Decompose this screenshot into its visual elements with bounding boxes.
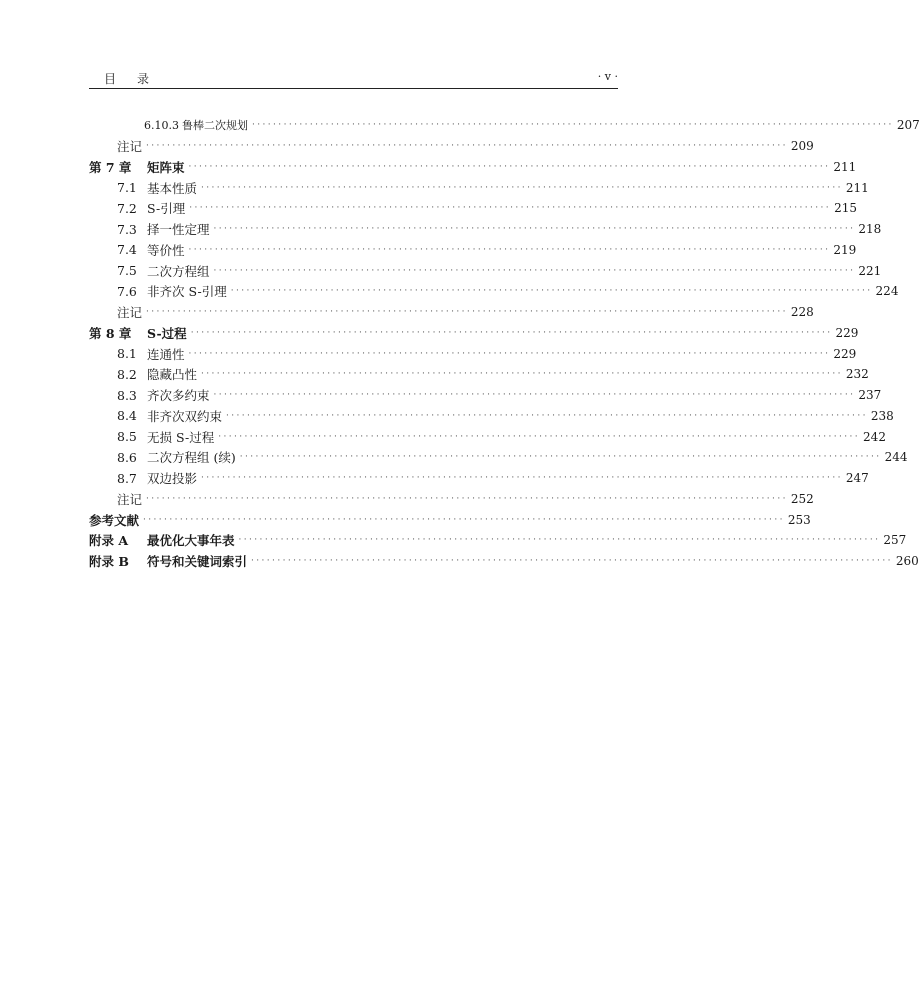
toc-entry-number: 7.3 — [117, 221, 137, 237]
toc-entry-number: 第 7 章 — [89, 159, 132, 175]
toc-entry-number: 8.1 — [117, 346, 137, 362]
toc-entry[interactable] — [89, 385, 882, 406]
dot-leader: ·························································································································· — [239, 452, 882, 463]
toc-entry[interactable] — [89, 343, 857, 364]
dot-leader: ·························································································································· — [146, 493, 788, 504]
toc-entry-title: 基本性质 — [147, 180, 198, 196]
toc-entry-page: 207 — [896, 118, 920, 133]
dot-leader: ·························································································································· — [252, 120, 894, 131]
toc-entry-title: S-过程 — [147, 325, 187, 341]
dot-leader: ·························································································································· — [146, 307, 788, 318]
toc-entry-page: 209 — [790, 139, 814, 154]
toc-entry[interactable] — [89, 136, 814, 157]
toc-entry[interactable] — [89, 447, 908, 468]
toc-entry-page: 242 — [863, 429, 886, 444]
toc-entry-title: 择一性定理 — [147, 222, 210, 238]
dot-leader: ·························································································································· — [213, 224, 856, 235]
toc-entry-page: 229 — [835, 325, 859, 340]
dot-leader: ·························································································································· — [218, 431, 861, 442]
toc-entry-title: 无损 S-过程 — [147, 429, 215, 445]
toc-entry-page: 218 — [858, 222, 882, 237]
toc-entry-title: 参考文献 — [89, 512, 140, 528]
toc-entry-title: 连通性 — [147, 346, 185, 362]
toc-entry-page: 260 — [895, 554, 919, 569]
toc-entry-title: 注记 — [117, 491, 143, 507]
dot-leader: ·························································································································· — [201, 369, 843, 380]
toc-entry[interactable] — [89, 198, 857, 219]
toc-entry-number: 8.5 — [117, 429, 137, 445]
toc-entry[interactable] — [89, 551, 919, 572]
toc-entry-page: 244 — [884, 450, 908, 465]
toc-entry-number: 附录 A — [89, 533, 129, 549]
toc-entry-title: 鲁棒二次规划 — [182, 119, 248, 133]
toc-entry-number: 6.10.3 — [144, 118, 179, 132]
toc-entry-number: 7.2 — [117, 200, 137, 216]
toc-entry-page: 253 — [787, 512, 811, 527]
toc-entry-title: 注记 — [117, 305, 143, 321]
toc-entry[interactable] — [89, 323, 859, 344]
toc-entry-title: 二次方程组 — [147, 263, 210, 279]
toc-entry-title: 符号和关键词索引 — [147, 554, 248, 570]
toc-entry-title: 非齐次双约束 — [147, 408, 223, 424]
toc-entry-page: 257 — [883, 533, 907, 548]
dot-leader: ·························································································································· — [188, 161, 831, 172]
toc-entry-title: 非齐次 S-引理 — [147, 284, 227, 300]
toc-entry-number: 8.7 — [117, 470, 137, 486]
page-header — [89, 68, 618, 89]
dot-leader: ·························································································································· — [188, 348, 831, 359]
toc-entry-page: 229 — [833, 346, 857, 361]
toc-entry-number: 7.4 — [117, 242, 137, 258]
toc-entry-number: 8.6 — [117, 449, 137, 465]
toc-entry[interactable] — [89, 530, 907, 551]
toc-entry-page: 221 — [858, 263, 882, 278]
toc-entry-number: 8.4 — [117, 408, 137, 424]
toc-entry-page: 238 — [870, 408, 894, 423]
toc-entry-page: 228 — [790, 305, 814, 320]
toc-entry[interactable] — [89, 240, 857, 261]
toc-entry[interactable] — [89, 281, 899, 302]
dot-leader: ·························································································································· — [201, 473, 843, 484]
header-page-number: · v · — [597, 70, 618, 83]
dot-leader: ·························································································································· — [238, 535, 881, 546]
toc-entry-page: 211 — [833, 159, 857, 174]
header-title: 目录 — [104, 72, 171, 86]
toc-entry-title: 最优化大事年表 — [147, 533, 235, 549]
toc-entry-title: 隐藏凸性 — [147, 367, 198, 383]
toc-entry[interactable] — [89, 177, 869, 198]
dot-leader: ·························································································································· — [226, 410, 868, 421]
toc-entry-number: 7.1 — [117, 180, 137, 196]
toc-entry-page: 252 — [790, 491, 814, 506]
toc-entry-title: S-引理 — [147, 201, 186, 217]
toc-entry-number: 7.5 — [117, 263, 137, 279]
dot-leader: ·························································································································· — [201, 182, 843, 193]
toc-entry-title: 等价性 — [147, 242, 185, 258]
dot-leader: ·························································································································· — [188, 244, 831, 255]
toc-entry[interactable] — [89, 364, 869, 385]
toc-entry[interactable] — [89, 115, 920, 136]
toc-entry-number: 第 8 章 — [89, 325, 132, 341]
toc-entry-page: 211 — [845, 180, 869, 195]
toc-entry[interactable] — [89, 406, 894, 427]
toc-entry-number: 8.2 — [117, 366, 137, 382]
dot-leader: ·························································································································· — [251, 556, 893, 567]
toc-entry-number: 7.6 — [117, 283, 137, 299]
toc-entry[interactable] — [89, 219, 882, 240]
dot-leader: ·························································································································· — [143, 514, 785, 525]
toc-entry[interactable] — [89, 489, 814, 510]
toc-entry[interactable] — [89, 509, 811, 530]
toc-entry[interactable] — [89, 302, 814, 323]
toc-entry-page: 237 — [858, 388, 882, 403]
toc-entry[interactable] — [89, 468, 869, 489]
toc-entry[interactable] — [89, 426, 886, 447]
toc-entry-page: 224 — [875, 284, 899, 299]
dot-leader: ·························································································································· — [213, 390, 856, 401]
dot-leader: ·························································································································· — [213, 265, 856, 276]
toc-entry-page: 219 — [833, 242, 857, 257]
table-of-contents — [89, 115, 920, 572]
toc-entry-page: 232 — [845, 367, 869, 382]
toc-entry[interactable] — [89, 157, 857, 178]
dot-leader: ·························································································································· — [146, 141, 788, 152]
dot-leader: ·························································································································· — [230, 286, 873, 297]
toc-entry-title: 注记 — [117, 139, 143, 155]
toc-entry[interactable] — [89, 260, 882, 281]
toc-entry-title: 双边投影 — [147, 471, 198, 487]
toc-entry-title: 二次方程组 (续) — [147, 450, 236, 466]
toc-entry-page: 215 — [834, 201, 857, 216]
toc-entry-number: 8.3 — [117, 387, 137, 403]
dot-leader: ·························································································································· — [190, 327, 833, 338]
toc-entry-title: 矩阵束 — [147, 159, 185, 175]
toc-entry-title: 齐次多约束 — [147, 388, 210, 404]
toc-entry-page: 247 — [845, 471, 869, 486]
dot-leader: ·························································································································· — [189, 203, 832, 214]
toc-entry-number: 附录 B — [89, 554, 129, 570]
